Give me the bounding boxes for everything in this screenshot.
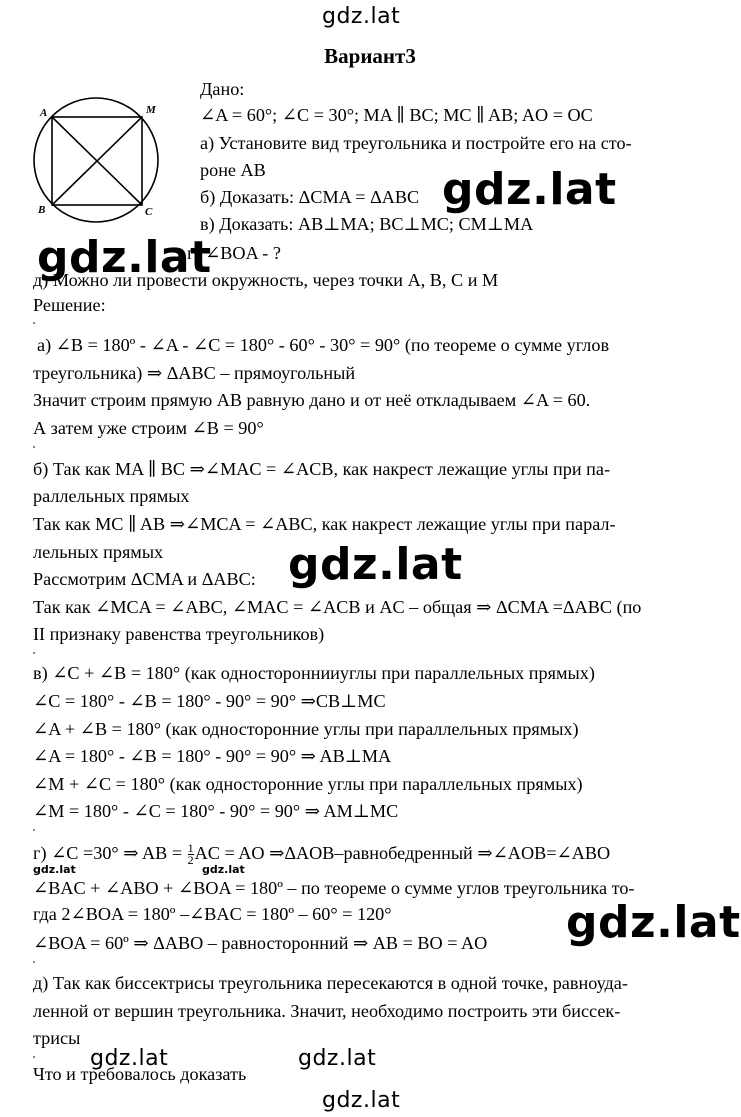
given-task-a-2: роне AB: [200, 160, 266, 180]
given-heading: Дано:: [200, 79, 245, 99]
solution-a-line-2: треугольника) ⇒ ΔABC – прямоугольный: [33, 363, 356, 383]
conclusion: Что и требовалось доказать: [33, 1064, 247, 1084]
watermark-bottom-center: gdz.lat: [298, 1046, 377, 1071]
page-title: Вариант3: [324, 44, 416, 68]
given-task-v: в) Доказать: AB⊥MA; BC⊥MC; CM⊥MA: [200, 214, 534, 234]
watermark-tiny1: gdz.lat: [33, 863, 76, 876]
solution-g-line-1-end: AC = AO ⇒ΔAOB–равнобедренный ⇒∠AOB=∠ABO: [194, 843, 611, 863]
solution-v-line-4: ∠A = 180° - ∠B = 180° - 90° = 90° ⇒ AB⊥MA: [33, 746, 392, 766]
solution-heading: Решение:: [33, 295, 106, 315]
label-a: A: [40, 107, 48, 119]
watermark-mid2: gdz.lat: [288, 539, 463, 590]
watermark-top: gdz.lat: [322, 4, 401, 29]
label-c: C: [145, 206, 153, 218]
solution-d-line-1: д) Так как биссектрисы треугольника пересекаются в одной точке, равноуда-: [33, 973, 628, 993]
solution-g-line-2: ∠BAC + ∠ABO + ∠BOA = 180º – по теореме о сумме углов треугольника то-: [33, 878, 635, 898]
separator: [33, 829, 35, 831]
separator: [33, 1056, 35, 1058]
solution-g-line-3: гда 2∠BOA = 180º –∠BAC = 180º – 60° = 120°: [33, 904, 392, 924]
label-b: B: [38, 204, 46, 216]
solution-g-line-1: [33, 842, 610, 866]
given-task-g: г) ∠BOA - ?: [187, 243, 281, 263]
solution-g-line-4: ∠BOA = 60º ⇒ ΔABO – равносторонний ⇒ AB = BO = AO: [33, 933, 488, 953]
solution-g-line-1-start: г) ∠C =30° ⇒ AB =: [33, 843, 187, 863]
geometry-figure: [30, 98, 170, 228]
solution-a-line-4: А затем уже строим ∠B = 90°: [33, 418, 264, 438]
separator: [33, 446, 35, 448]
solution-d-line-2: ленной от вершин треугольника. Значит, необходимо построить эти биссек-: [33, 1001, 621, 1021]
solution-b-line-7: II признаку равенства треугольников): [33, 624, 325, 644]
solution-b-line-6: Так как ∠MCA = ∠ABC, ∠MAC = ∠ACB и AC – общая ⇒ ΔCMA =ΔABC (по: [33, 597, 642, 617]
given-task-a-1: а) Установите вид треугольника и постройте его на сто-: [200, 133, 632, 153]
watermark-left: gdz.lat: [37, 232, 212, 283]
watermark-footer: gdz.lat: [322, 1088, 401, 1113]
solution-v-line-5: ∠M + ∠C = 180° (как односторонние углы при параллельных прямых): [33, 774, 583, 794]
fraction-numerator: 1: [187, 841, 194, 856]
label-m: M: [146, 104, 156, 116]
solution-b-line-2: раллельных прямых: [33, 486, 190, 506]
watermark-bottom-left: gdz.lat: [90, 1046, 169, 1071]
fraction-denominator: 2: [187, 853, 194, 868]
separator: [33, 652, 35, 654]
solution-a-line-3: Значит строим прямую AB равную дано и от неё откладываем ∠A = 60.: [33, 390, 591, 410]
solution-b-line-3: Так как MC ∥ AB ⇒∠MCA = ∠ABC, как накрест лежащие углы при парал-: [33, 514, 616, 534]
given-conditions: ∠A = 60°; ∠C = 30°; MA ∥ BC; MC ∥ AB; AO = OC: [200, 105, 593, 125]
watermark-mid1: gdz.lat: [442, 164, 617, 215]
task-d-question: д) Можно ли провести окружность, через точки А, В, С и М: [33, 270, 499, 290]
solution-a-line-1: а) ∠B = 180º - ∠A - ∠C = 180° - 60° - 30° = 90° (по теореме о сумме углов: [37, 335, 610, 355]
given-task-b: б) Доказать: ΔCMA = ΔABC: [200, 187, 420, 207]
solution-b-line-1: б) Так как MA ∥ BC ⇒∠MAC = ∠ACB, как накрест лежащие углы при па-: [33, 459, 611, 479]
fraction-one-half: [188, 843, 194, 866]
separator: [33, 322, 35, 324]
watermark-tiny2: gdz.lat: [202, 863, 245, 876]
solution-v-line-6: ∠M = 180° - ∠C = 180° - 90° = 90° ⇒ AM⊥MC: [33, 801, 399, 821]
solution-d-line-3: трисы: [33, 1028, 81, 1048]
solution-b-line-4: лельных прямых: [33, 542, 164, 562]
solution-v-line-3: ∠A + ∠B = 180° (как односторонние углы при параллельных прямых): [33, 719, 579, 739]
solution-v-line-2: ∠C = 180° - ∠B = 180° - 90° = 90° ⇒CB⊥MC: [33, 691, 386, 711]
solution-v-line-1: в) ∠C + ∠B = 180° (как одностороннииуглы при параллельных прямых): [33, 663, 595, 683]
separator: [33, 961, 35, 963]
solution-b-line-5: Рассмотрим ΔCMA и ΔABC:: [33, 569, 256, 589]
watermark-right: gdz.lat: [566, 897, 741, 948]
